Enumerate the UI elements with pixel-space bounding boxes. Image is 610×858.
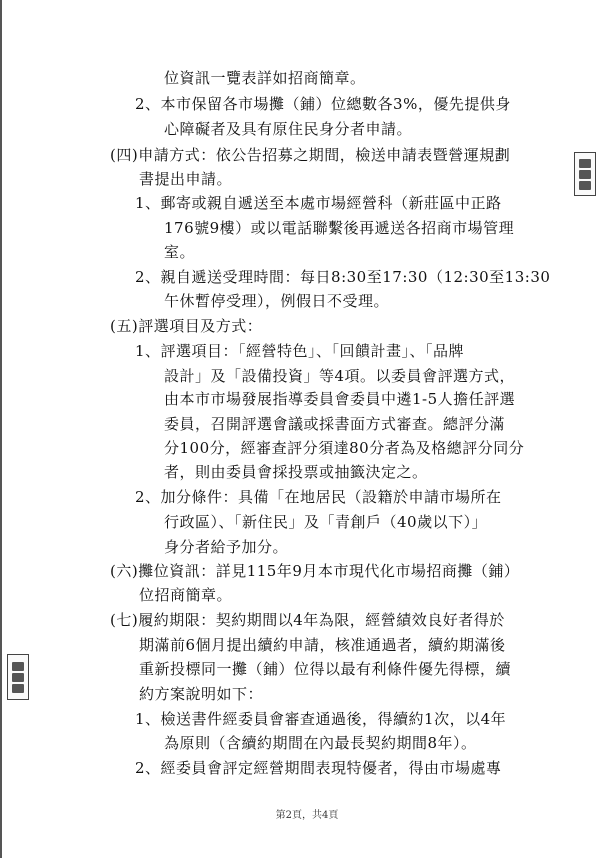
seal-stamp-icon	[574, 152, 596, 196]
page-number: 第2頁，共4頁	[275, 810, 339, 821]
text-line: 午休暫停受理），例假日不受理。	[164, 292, 390, 310]
text-line: 位資訊一覽表詳如招商簡章。	[164, 69, 366, 87]
text-line: 心障礙者及具有原住民身分者申請。	[164, 120, 413, 138]
text-line: 室。	[164, 243, 196, 261]
text-line: 2、經委員會評定經營期間表現特優者，得由市場處專	[135, 759, 502, 777]
seal-stamp-icon	[7, 654, 29, 700]
text-line: (七)履約期限：契約期間以4年為限，經營績效良好者得於	[110, 611, 505, 629]
text-line: 書提出申請。	[139, 170, 233, 188]
text-line: 重新投標同一攤（鋪）位得以最有利條件優先得標，續	[139, 660, 512, 678]
text-line: 者，則由委員會採投票或抽籤決定之。	[164, 463, 428, 481]
text-line: (四)申請方式：依公告招募之期間，檢送申請表暨營運規劃	[110, 146, 511, 164]
text-line: 2、本市保留各市場攤（鋪）位總數各3%，優先提供身	[135, 95, 511, 113]
text-line: 行政區）、「新住民」及「青創戶（40歲以下）」	[164, 513, 488, 531]
text-line: 2、親自遞送受理時間：每日8:30至17:30（12:30至13:30	[135, 268, 551, 286]
text-line: 身分者給予加分。	[164, 538, 289, 556]
text-line: 期滿前6個月提出續約申請，核准通過者，續約期滿後	[139, 636, 506, 654]
text-line: 分100分，經審查評分須達80分者為及格總評分同分	[164, 439, 525, 457]
text-line: 委員，召開評選會議或採書面方式審查。總評分滿	[164, 415, 506, 433]
text-line: 約方案說明如下：	[139, 685, 264, 703]
text-line: 位招商簡章。	[139, 586, 233, 604]
text-line: 1、檢送書件經委員會審查通過後，得續約1次，以4年	[135, 710, 507, 728]
text-line: (六)攤位資訊：詳見115年9月本市現代化市場招商攤（鋪）	[110, 562, 520, 580]
text-line: 由本市市場發展指導委員會委員中遴1-5人擔任評選	[164, 390, 516, 408]
text-line: 1、評選項目：「經營特色」、「回饋計畫」、「品牌	[135, 342, 465, 360]
text-line: (五)評選項目及方式：	[110, 317, 263, 335]
text-line: 176號9樓）或以電話聯繫後再遞送各招商市場管理	[164, 219, 515, 237]
text-line: 1、郵寄或親自遞送至本處市場經營科（新莊區中正路	[135, 194, 502, 212]
text-line: 設計」及「設備投資」等4項。以委員會評選方式，	[164, 367, 516, 385]
text-line: 為原則（含續約期間在內最長契約期間8年）。	[164, 734, 477, 752]
text-line: 2、加分條件：具備「在地居民（設籍於申請市場所在	[135, 488, 502, 506]
